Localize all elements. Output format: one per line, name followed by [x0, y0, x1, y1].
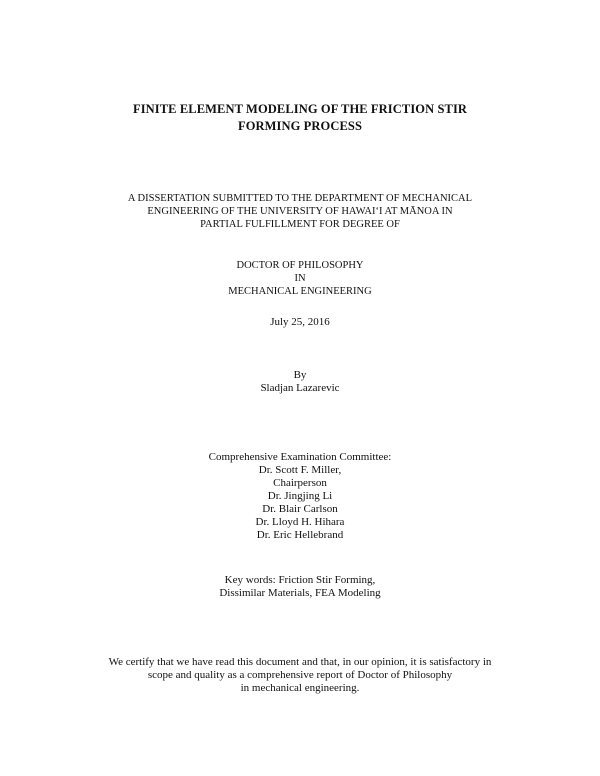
certification-line: scope and quality as a comprehensive report of Doctor of Philosophy [147, 669, 453, 681]
submission-line: A DISSERTATION SUBMITTED TO THE DEPARTMENT OF MECHANICAL [127, 193, 473, 204]
submission-statement [0, 192, 600, 231]
title-line: FINITE ELEMENT MODELING OF THE FRICTION STIR [132, 102, 468, 116]
committee-member: Chairperson [273, 477, 327, 489]
committee-heading: Comprehensive Examination Committee: [208, 451, 392, 463]
date-text: July 25, 2016 [270, 316, 330, 328]
submission-line: PARTIAL FULFILLMENT FOR DEGREE OF [200, 219, 400, 230]
certification-statement [0, 656, 600, 695]
submission-line: ENGINEERING OF THE UNIVERSITY OF HAWAIʻI AT MĀNOA IN [147, 206, 453, 217]
committee-member: Dr. Jingjing Li [267, 490, 333, 502]
committee-block [0, 451, 600, 542]
author-name: Sladjan Lazarevic [260, 382, 340, 394]
keywords-line: Dissimilar Materials, FEA Modeling [219, 587, 381, 599]
degree-line: MECHANICAL ENGINEERING [228, 286, 372, 297]
keywords-line: Key words: Friction Stir Forming, [224, 574, 376, 586]
committee-member: Dr. Lloyd H. Hihara [255, 516, 345, 528]
author-block [0, 369, 600, 395]
degree-line: DOCTOR OF PHILOSOPHY [236, 260, 364, 271]
keywords-block [0, 574, 600, 600]
certification-line: We certify that we have read this document and that, in our opinion, it is satisfactory in [108, 656, 492, 668]
degree-block [0, 259, 600, 298]
title-line: FORMING PROCESS [237, 119, 363, 133]
dissertation-title [0, 101, 600, 135]
committee-member: Dr. Scott F. Miller, [258, 464, 342, 476]
degree-line: IN [294, 273, 306, 284]
committee-member: Dr. Eric Hellebrand [256, 529, 344, 541]
by-label: By [293, 369, 307, 381]
certification-line: in mechanical engineering. [240, 682, 360, 694]
date [0, 316, 600, 329]
committee-member: Dr. Blair Carlson [262, 503, 338, 515]
